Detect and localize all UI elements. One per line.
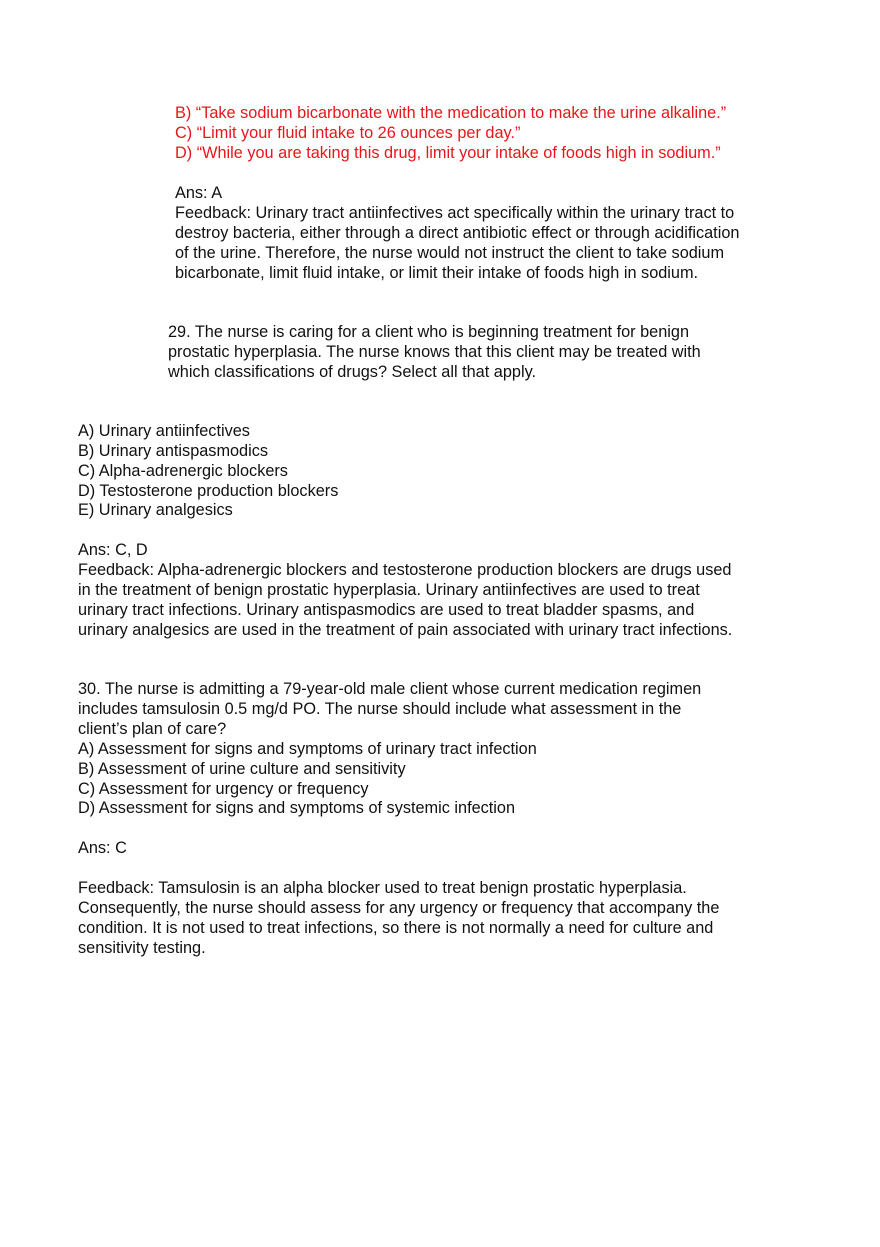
q29-question-line: prostatic hyperplasia. The nurse knows that this client may be treated with	[168, 343, 701, 361]
q30-answer: Ans: C	[78, 839, 127, 857]
q29-option-c: C) Alpha-adrenergic blockers	[78, 462, 288, 480]
q28-feedback-line: Feedback: Urinary tract antiinfectives act specifically within the urinary tract to	[175, 204, 735, 222]
q30-feedback-line: sensitivity testing.	[78, 939, 206, 957]
q29-question-line: 29. The nurse is caring for a client who is beginning treatment for benign	[168, 323, 689, 341]
q28-option-b: B) “Take sodium bicarbonate with the medication to make the urine alkaline.”	[175, 104, 727, 122]
q30-question-line: client’s plan of care?	[78, 720, 227, 738]
q28-feedback-line: of the urine. Therefore, the nurse would not instruct the client to take sodium	[175, 244, 725, 262]
q30-feedback-line: Feedback: Tamsulosin is an alpha blocker used to treat benign prostatic hyperplasia.	[78, 879, 687, 897]
q28-answer: Ans: A	[175, 184, 223, 202]
q30-option-d: D) Assessment for signs and symptoms of systemic infection	[78, 799, 516, 817]
q29-feedback-line: Feedback: Alpha-adrenergic blockers and testosterone production blockers are drugs used	[78, 561, 732, 579]
q29-feedback-line: urinary tract infections. Urinary antispasmodics are used to treat bladder spasms, and	[78, 601, 695, 619]
q29-option-d: D) Testosterone production blockers	[78, 482, 339, 500]
q30-option-c: C) Assessment for urgency or frequency	[78, 780, 369, 798]
q29-question-line: which classifications of drugs? Select all that apply.	[168, 363, 537, 381]
q29-option-b: B) Urinary antispasmodics	[78, 442, 269, 460]
q30-option-a: A) Assessment for signs and symptoms of urinary tract infection	[78, 740, 537, 758]
q28-option-c: C) “Limit your fluid intake to 26 ounces per day.”	[175, 124, 521, 142]
q30-option-b: B) Assessment of urine culture and sensitivity	[78, 760, 406, 778]
q29-feedback-line: urinary analgesics are used in the treatment of pain associated with urinary tract infections.	[78, 621, 733, 639]
q30-feedback-line: Consequently, the nurse should assess for any urgency or frequency that accompany the	[78, 899, 720, 917]
q29-option-a: A) Urinary antiinfectives	[78, 422, 250, 440]
q30-question-line: includes tamsulosin 0.5 mg/d PO. The nurse should include what assessment in the	[78, 700, 682, 718]
q28-feedback-line: destroy bacteria, either through a direct antibiotic effect or through acidification	[175, 224, 740, 242]
q30-feedback-line: condition. It is not used to treat infections, so there is not normally a need for culture and	[78, 919, 714, 937]
q28-feedback-line: bicarbonate, limit fluid intake, or limit their intake of foods high in sodium.	[175, 264, 699, 282]
q29-answer: Ans: C, D	[78, 541, 148, 559]
q29-option-e: E) Urinary analgesics	[78, 501, 233, 519]
q28-option-d: D) “While you are taking this drug, limit your intake of foods high in sodium.”	[175, 144, 721, 162]
q30-question-line: 30. The nurse is admitting a 79-year-old male client whose current medication regimen	[78, 680, 702, 698]
q29-feedback-line: in the treatment of benign prostatic hyperplasia. Urinary antiinfectives are used to treat	[78, 581, 700, 599]
